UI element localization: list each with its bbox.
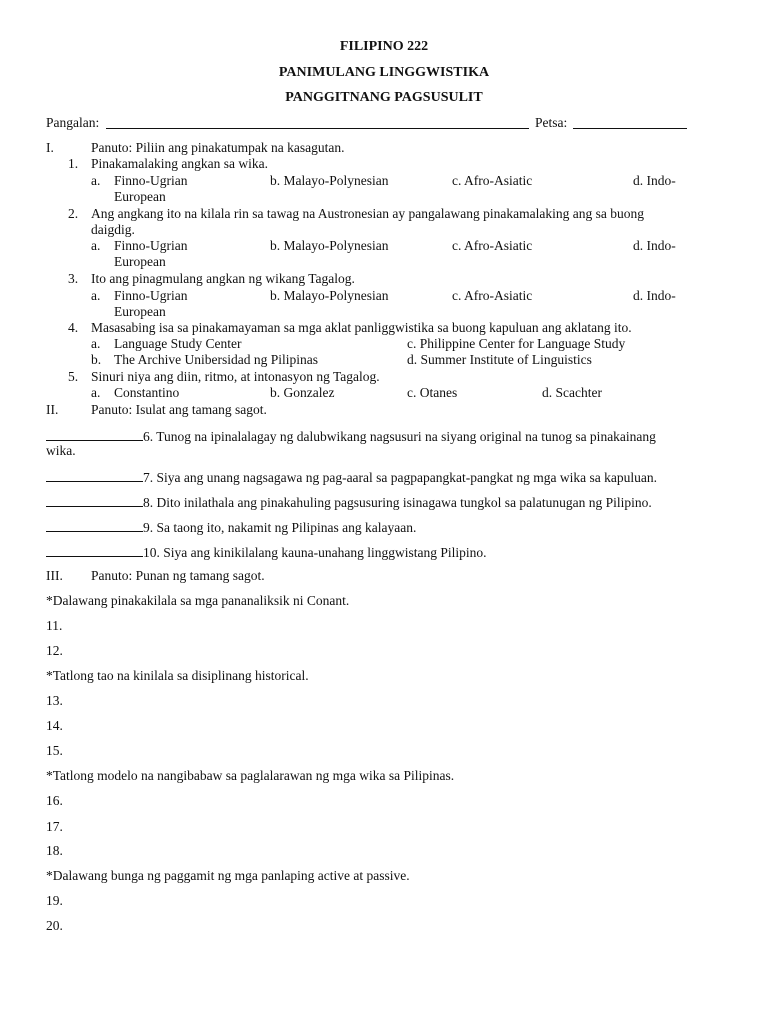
q5-text: Sinuri niya ang diin, ritmo, at intonasyon ng Tagalog. (91, 369, 380, 384)
group-1-prompt: *Dalawang pinakakilala sa mga pananaliksik ni Conant. (46, 593, 350, 608)
item-16-number: 16. (46, 793, 63, 808)
q5-choice-a-letter: a. (91, 385, 101, 400)
q5-choice-b[interactable]: b. Gonzalez (270, 385, 335, 400)
name-label: Pangalan: (46, 115, 100, 130)
item-18-number: 18. (46, 843, 63, 858)
item-14-number: 14. (46, 718, 63, 733)
item-9-text: 9. Sa taong ito, nakamit ng Pilipinas ang kalayaan. (143, 520, 417, 535)
q4-choice-d[interactable]: d. Summer Institute of Linguistics (407, 352, 592, 367)
q1-number: 1. (68, 156, 79, 171)
name-field[interactable] (106, 115, 529, 129)
q5-choice-d[interactable]: d. Scachter (542, 385, 602, 400)
q4-choice-b-letter: b. (91, 352, 102, 367)
subject-title: PANIMULANG LINGGWISTIKA (278, 65, 490, 80)
part2-roman: II. (46, 402, 59, 417)
q1-choice-c[interactable]: c. Afro-Asiatic (452, 173, 533, 188)
q5-number: 5. (68, 369, 79, 384)
date-label: Petsa: (535, 115, 568, 130)
q3-choice-d[interactable]: d. Indo- (633, 288, 676, 303)
q4-choice-c[interactable]: c. Philippine Center for Language Study (407, 336, 626, 351)
answer-blank-6[interactable] (46, 427, 143, 441)
answer-blank-10[interactable] (46, 543, 143, 557)
exam-title: PANGGITNANG PAGSUSULIT (285, 90, 483, 105)
q5-choice-a[interactable]: Constantino (114, 385, 180, 400)
q3-choice-a[interactable]: Finno-Ugrian (114, 288, 188, 303)
date-field[interactable] (573, 115, 687, 129)
q3-text: Ito ang pinagmulang angkan ng wikang Tagalog. (91, 271, 355, 286)
item-11-number: 11. (46, 618, 63, 633)
q5-choice-c[interactable]: c. Otanes (407, 385, 458, 400)
q4-choice-b[interactable]: The Archive Unibersidad ng Pilipinas (114, 352, 318, 367)
group-3-prompt: *Tatlong modelo na nangibabaw sa paglalarawan ng mga wika sa Pilipinas. (46, 768, 455, 783)
q4-text: Masasabing isa sa pinakamayaman sa mga aklat panliggwistika sa buong kapuluan ang aklatang ito. (91, 320, 632, 335)
q2-choice-d-cont: European (114, 254, 166, 269)
answer-row-6 (46, 427, 656, 445)
answer-row-8 (46, 493, 652, 511)
answer-blank-9[interactable] (46, 518, 143, 532)
answer-row-10 (46, 543, 486, 561)
q2-choice-c[interactable]: c. Afro-Asiatic (452, 238, 533, 253)
q2-choice-d[interactable]: d. Indo- (633, 238, 676, 253)
q3-choice-a-letter: a. (91, 288, 101, 303)
group-4-prompt: *Dalawang bunga ng paggamit ng mga panlaping active at passive. (46, 868, 410, 883)
q4-choice-a[interactable]: Language Study Center (114, 336, 242, 351)
answer-row-9 (46, 518, 416, 536)
q1-choice-d-cont: European (114, 189, 166, 204)
item-13-number: 13. (46, 693, 63, 708)
item-7-text: 7. Siya ang unang nagsagawa ng pag-aaral sa pagpapangkat-pangkat ng mga wika sa kapuluan. (143, 470, 657, 485)
item-20-number: 20. (46, 918, 63, 933)
answer-row-7 (46, 468, 657, 486)
q1-text: Pinakamalaking angkan sa wika. (91, 156, 268, 171)
answer-blank-7[interactable] (46, 468, 143, 482)
q4-choice-a-letter: a. (91, 336, 101, 351)
part1-instruction: Panuto: Piliin ang pinakatumpak na kasagutan. (91, 140, 345, 155)
part3-roman: III. (46, 568, 63, 583)
part1-roman: I. (46, 140, 54, 155)
q4-number: 4. (68, 320, 79, 335)
part3-instruction: Panuto: Punan ng tamang sagot. (91, 568, 265, 583)
item-6-text-cont: wika. (46, 443, 76, 458)
item-10-text: 10. Siya ang kinikilalang kauna-unahang linggwistang Pilipino. (143, 545, 487, 560)
item-19-number: 19. (46, 893, 63, 908)
group-2-prompt: *Tatlong tao na kinilala sa disiplinang historical. (46, 668, 309, 683)
q2-choice-a[interactable]: Finno-Ugrian (114, 238, 188, 253)
q1-choice-a[interactable]: Finno-Ugrian (114, 173, 188, 188)
q2-choice-b[interactable]: b. Malayo-Polynesian (270, 238, 389, 253)
item-6-text: 6. Tunog na ipinalalagay ng dalubwikang nagsusuri na siyang original na tunog sa pinakainang (143, 429, 656, 444)
q2-text: Ang angkang ito na kilala rin sa tawag na Austronesian ay pangalawang pinakamalaking ang sa buong (91, 206, 644, 221)
q2-choice-a-letter: a. (91, 238, 101, 253)
q3-choice-d-cont: European (114, 304, 166, 319)
q2-number: 2. (68, 206, 79, 221)
answer-blank-8[interactable] (46, 493, 143, 507)
q2-text-cont: daigdig. (91, 222, 135, 237)
item-15-number: 15. (46, 743, 63, 758)
q3-choice-b[interactable]: b. Malayo-Polynesian (270, 288, 389, 303)
item-17-number: 17. (46, 819, 63, 834)
q3-choice-c[interactable]: c. Afro-Asiatic (452, 288, 533, 303)
item-8-text: 8. Dito inilathala ang pinakahuling pagsusuring isinagawa tungkol sa palatunugan ng Pilipino. (143, 495, 652, 510)
q1-choice-d[interactable]: d. Indo- (633, 173, 676, 188)
item-12-number: 12. (46, 643, 63, 658)
q3-number: 3. (68, 271, 79, 286)
part2-instruction: Panuto: Isulat ang tamang sagot. (91, 402, 267, 417)
q1-choice-a-letter: a. (91, 173, 101, 188)
q1-choice-b[interactable]: b. Malayo-Polynesian (270, 173, 389, 188)
course-title: FILIPINO 222 (339, 39, 429, 54)
